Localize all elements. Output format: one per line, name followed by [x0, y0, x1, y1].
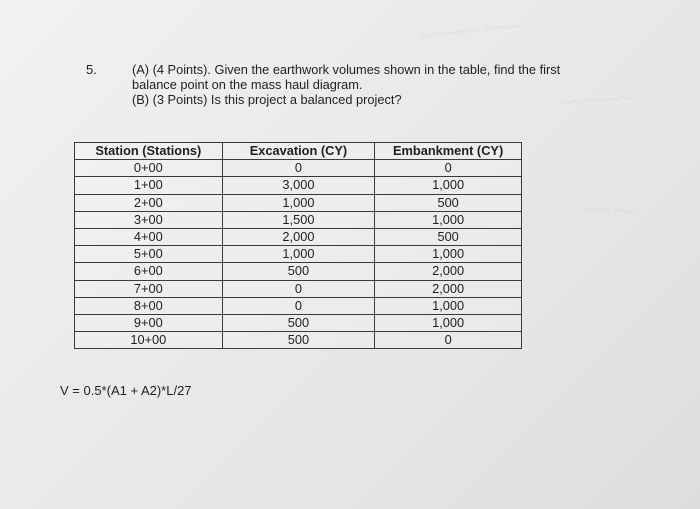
- excavation-cell: 1,000: [222, 194, 375, 211]
- question-text: [132, 62, 560, 107]
- excavation-cell: 500: [222, 263, 375, 280]
- table-row: [75, 160, 522, 177]
- bleed-through-mark: ~~~ ~~: [579, 198, 634, 222]
- excavation-cell: 1,000: [222, 246, 375, 263]
- station-cell: 3+00: [75, 211, 223, 228]
- header-excavation: Excavation (CY): [222, 143, 375, 160]
- bleed-through-mark: ~~ ~~~~: [559, 87, 631, 115]
- station-cell: 0+00: [75, 160, 223, 177]
- embankment-cell: 1,000: [375, 211, 522, 228]
- table-row: [75, 229, 522, 246]
- question-line-3: (B) (3 Points) Is this project a balanced project?: [132, 92, 402, 107]
- embankment-cell: 500: [375, 229, 522, 246]
- excavation-cell: 500: [222, 315, 375, 332]
- question-line-1: (A) (4 Points). Given the earthwork volumes shown in the table, find the first: [132, 62, 561, 77]
- table-row: [75, 297, 522, 314]
- excavation-cell: 1,500: [222, 211, 375, 228]
- excavation-cell: 0: [222, 160, 375, 177]
- header-embankment: Embankment (CY): [375, 143, 522, 160]
- embankment-cell: 1,000: [375, 246, 522, 263]
- embankment-cell: 2,000: [375, 280, 522, 297]
- question-number: 5.: [86, 62, 97, 77]
- embankment-cell: 0: [375, 160, 522, 177]
- station-cell: 9+00: [75, 315, 223, 332]
- embankment-cell: 1,000: [375, 177, 522, 194]
- station-cell: 7+00: [75, 280, 223, 297]
- station-cell: 5+00: [75, 246, 223, 263]
- embankment-cell: 2,000: [375, 263, 522, 280]
- table-row: [75, 280, 522, 297]
- station-cell: 6+00: [75, 263, 223, 280]
- table-row: [75, 315, 522, 332]
- excavation-cell: 3,000: [222, 177, 375, 194]
- station-cell: 8+00: [75, 297, 223, 314]
- excavation-cell: 0: [222, 297, 375, 314]
- station-cell: 2+00: [75, 194, 223, 211]
- table-row: [75, 246, 522, 263]
- question-line-2: balance point on the mass haul diagram.: [132, 77, 363, 92]
- table-row: [75, 263, 522, 280]
- excavation-cell: 500: [222, 332, 375, 349]
- table-row: [75, 194, 522, 211]
- excavation-cell: 0: [222, 280, 375, 297]
- embankment-cell: 500: [375, 194, 522, 211]
- table-row: [75, 332, 522, 349]
- embankment-cell: 1,000: [375, 315, 522, 332]
- excavation-cell: 2,000: [222, 229, 375, 246]
- earthwork-volumes-table: [74, 142, 522, 349]
- table-row: [75, 177, 522, 194]
- table-header-row: [75, 143, 522, 160]
- embankment-cell: 1,000: [375, 297, 522, 314]
- table-row: [75, 211, 522, 228]
- station-cell: 4+00: [75, 229, 223, 246]
- volume-formula: V = 0.5*(A1 + A2)*L/27: [60, 383, 192, 398]
- station-cell: 10+00: [75, 332, 223, 349]
- header-station: Station (Stations): [75, 143, 223, 160]
- station-cell: 1+00: [75, 177, 223, 194]
- bleed-through-mark: ~~~~~ ~~~: [418, 12, 522, 49]
- embankment-cell: 0: [375, 332, 522, 349]
